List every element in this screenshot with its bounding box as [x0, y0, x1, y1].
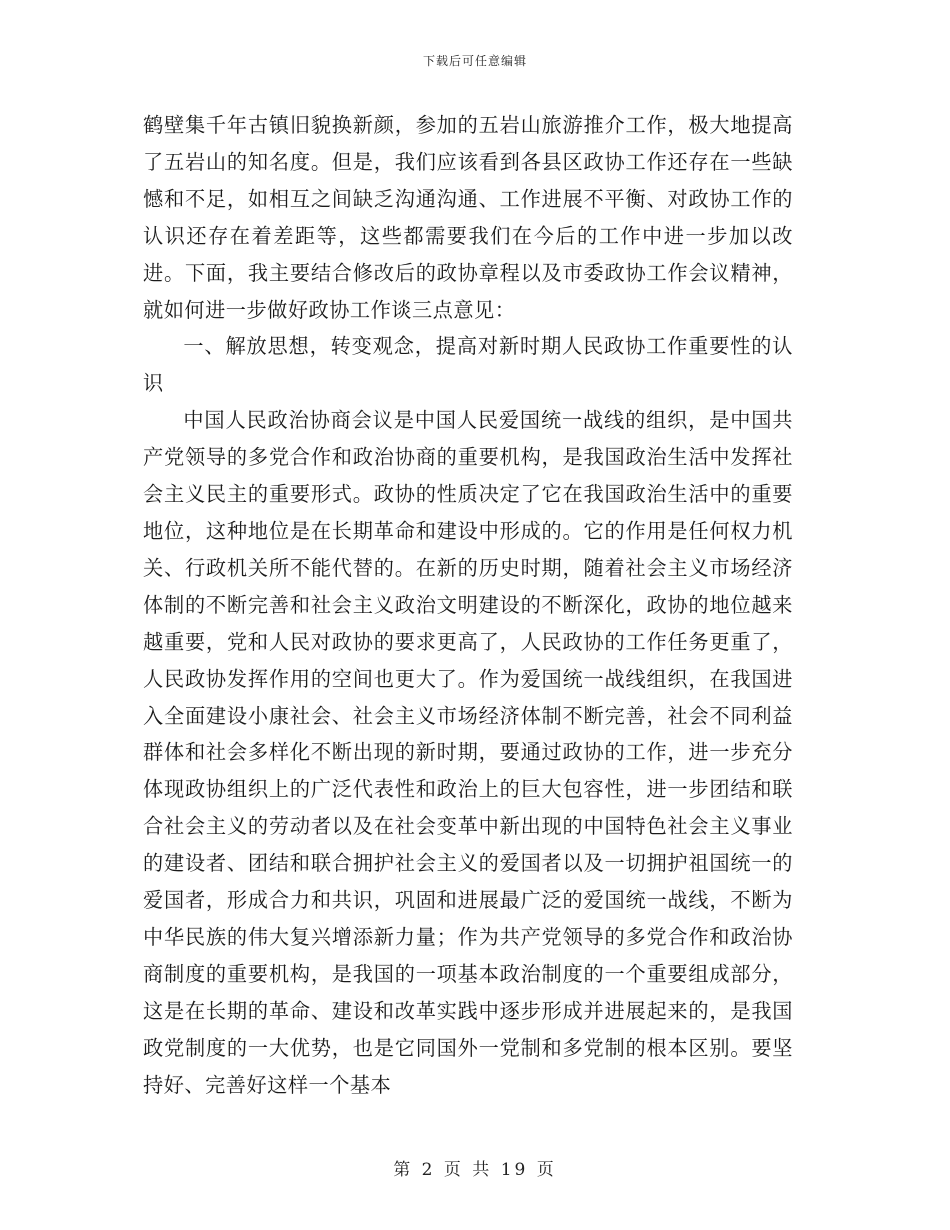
- section-heading: 一、解放思想，转变观念，提高对新时期人民政协工作重要性的认识: [143, 334, 793, 396]
- document-body: [143, 107, 793, 1103]
- page-number: 第 2 页 共 19 页: [393, 1160, 557, 1180]
- paragraph-continuation: 鹤壁集千年古镇旧貌换新颜，参加的五岩山旅游推介工作，极大地提高了五岩山的知名度。但是，我们应该看到各县区政协工作还存在一些缺憾和不足，如相互之间缺乏沟通沟通、工作进展不平衡、对政协工作的认识还存在着差距等，这些都需要我们在今后的工作中进一步加以改进。下面，我主要结合修改后的政协章程以及市委政协工作会议精神，就如何进一步做好政协工作谈三点意见：: [143, 113, 793, 322]
- paragraph: 中国人民政治协商会议是中国人民爱国统一战线的组织，是中国共产党领导的多党合作和政治协商的重要机构，是我国政治生活中发挥社会主义民主的重要形式。政协的性质决定了它在我国政治生活中的重要地位，这种地位是在长期革命和建设中形成的。它的作用是任何权力机关、行政机关所不能代替的。在新的历史时期，随着社会主义市场经济体制的不断完善和社会主义政治文明建设的不断深化，政协的地位越来越重要，党和人民对政协的要求更高了，人民政协的工作任务更重了，人民政协发挥作用的空间也更大了。作为爱国统一战线组织，在我国进入全面建设小康社会、社会主义市场经济体制不断完善，社会不同利益群体和社会多样化不断出现的新时期，要通过政协的工作，进一步充分体现政协组织上的广泛代表性和政治上的巨大包容性，进一步团结和联合社会主义的劳动者以及在社会变革中新出现的中国特色社会主义事业的建设者、团结和联合拥护社会主义的爱国者以及一切拥护祖国统一的爱国者，形成合力和共识，巩固和进展最广泛的爱国统一战线，不断为中华民族的伟大复兴增添新力量；作为共产党领导的多党合作和政治协商制度的重要机构，是我国的一项基本政治制度的一个重要组成部分，这是在长期的革命、建设和改革实践中逐步形成并进展起来的，是我国政党制度的一大优势，也是它同国外一党制和多党制的根本区别。要坚持好、完善好这样一个基本: [143, 408, 793, 1097]
- page-header: 下载后可任意编辑: [422, 54, 527, 68]
